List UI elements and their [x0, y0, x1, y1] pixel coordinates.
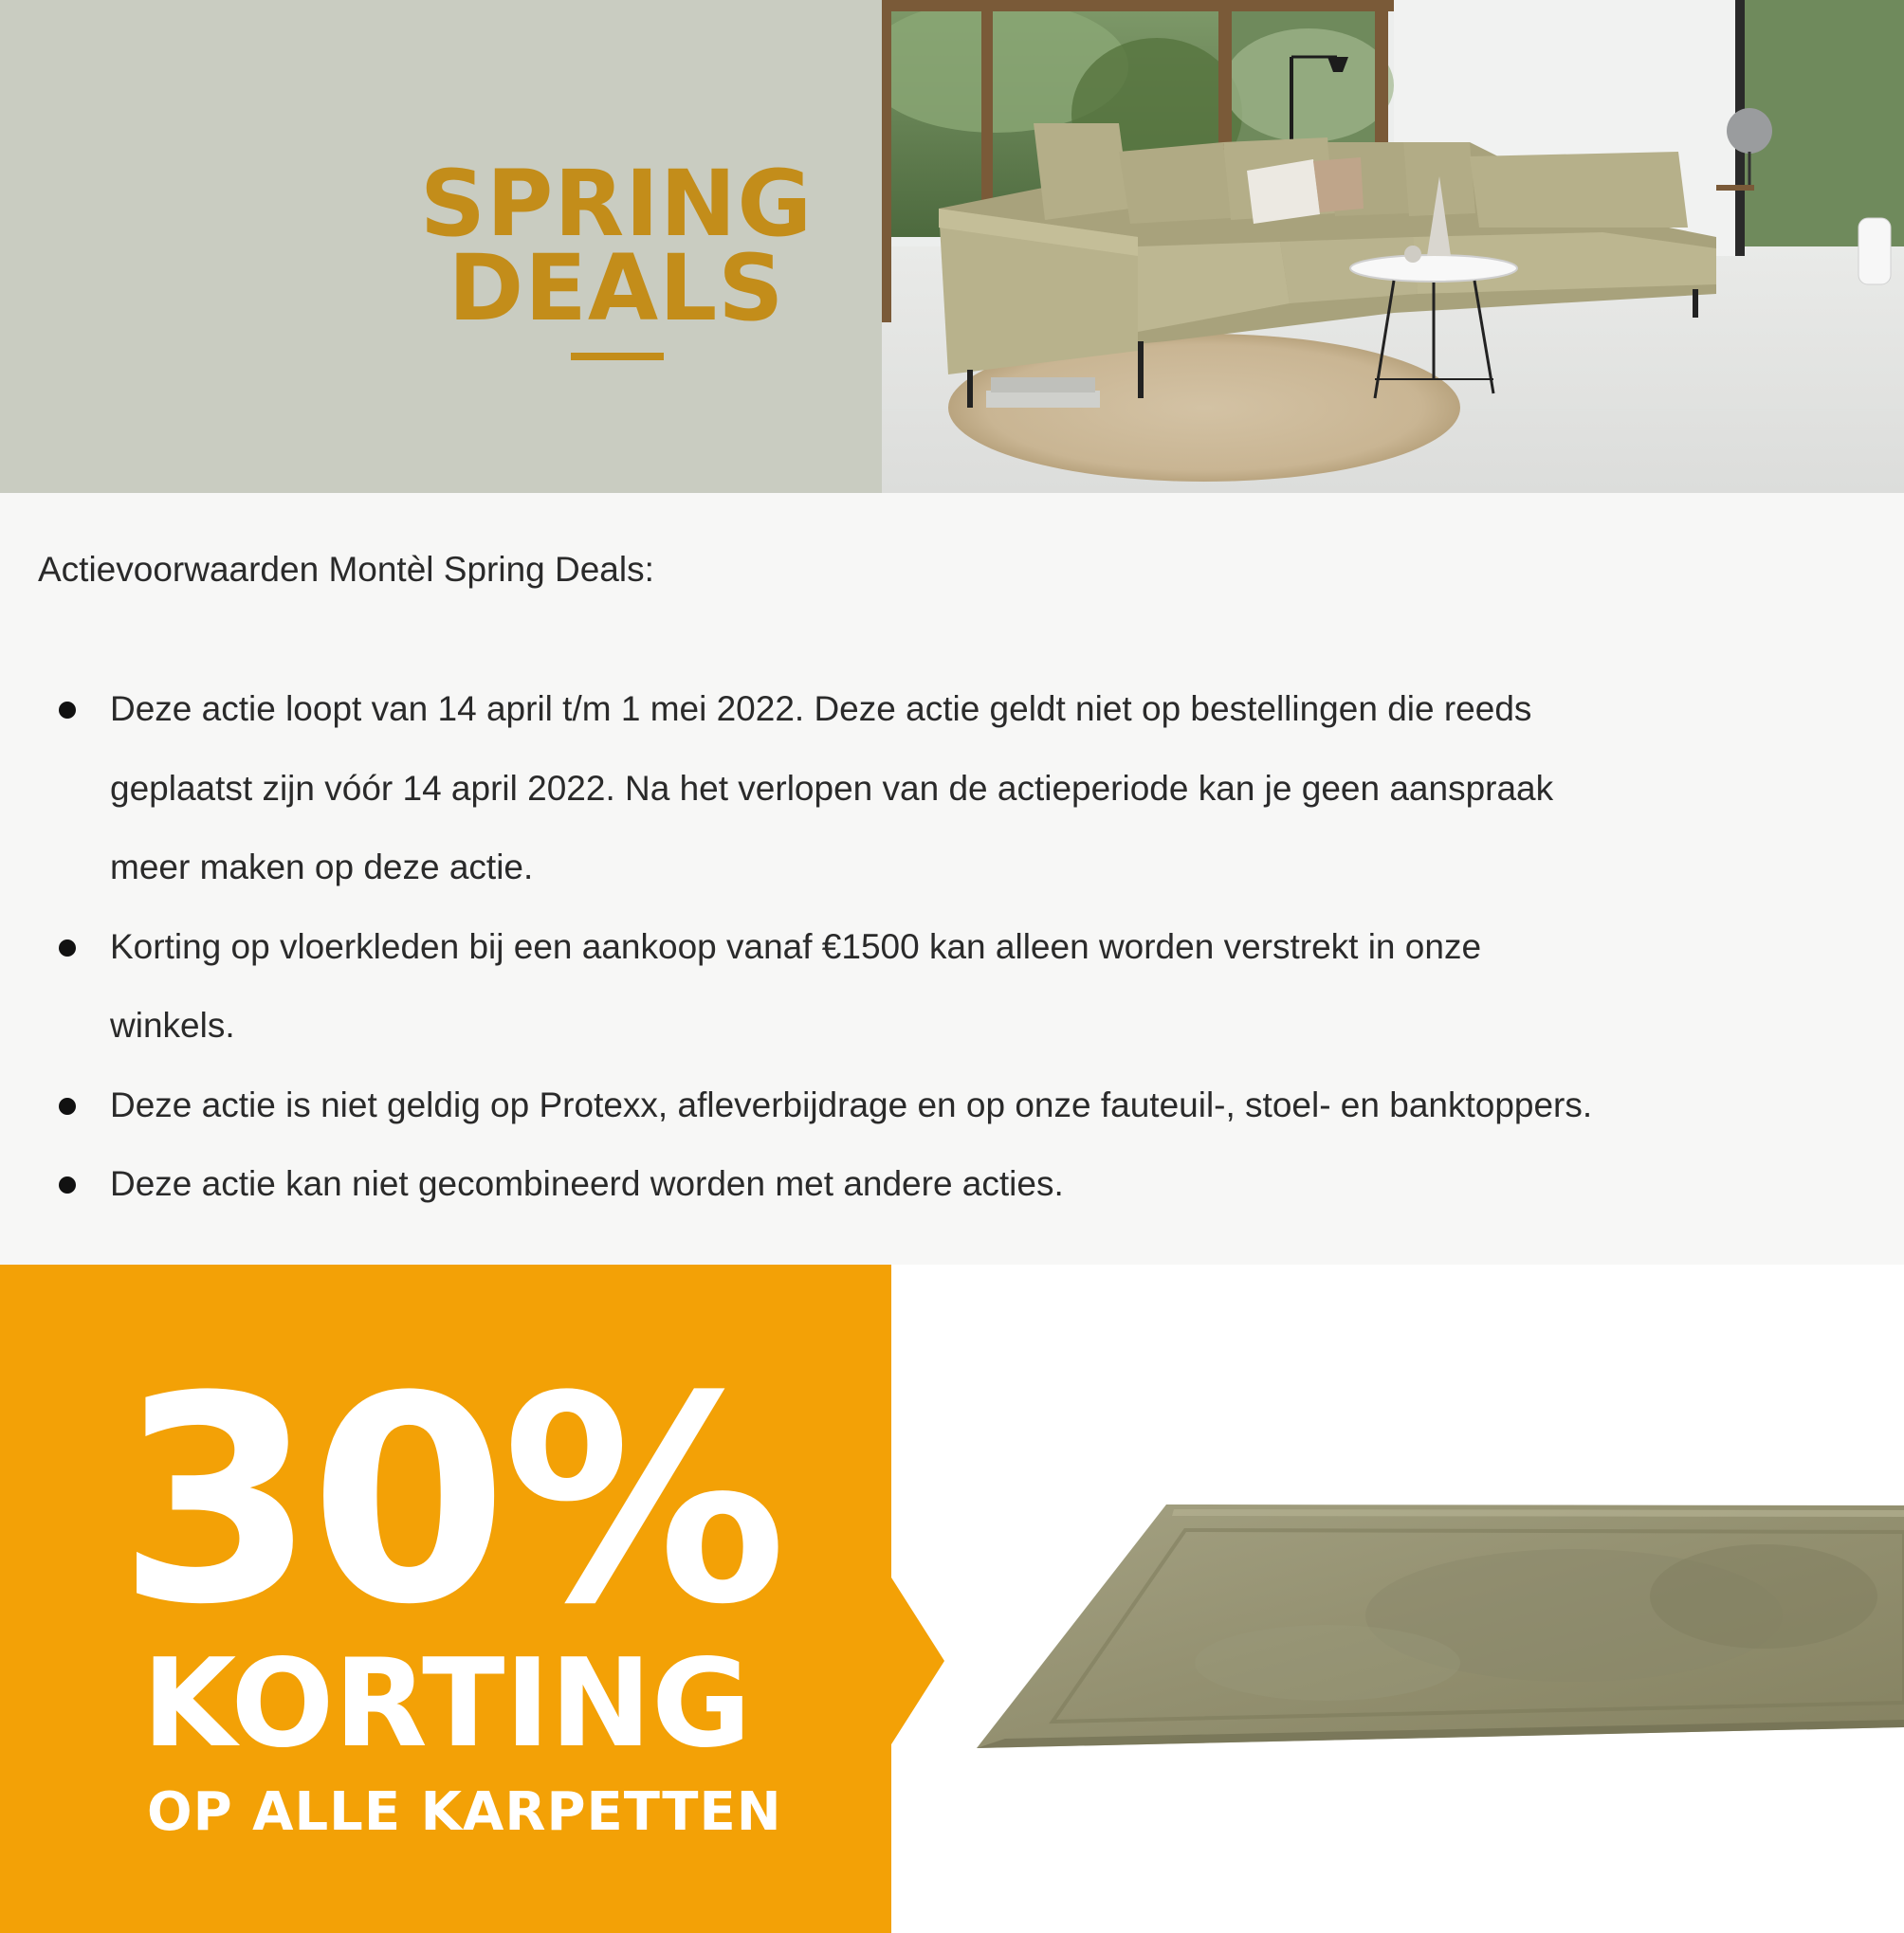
conditions-heading: Actievoorwaarden Montèl Spring Deals:: [38, 550, 654, 589]
bullet-icon: [59, 939, 76, 957]
list-item-line: Korting op vloerkleden bij een aankoop vanaf €1500 kan alleen worden verstrekt in onze: [110, 926, 1482, 966]
list-item: [53, 1144, 1883, 1224]
conditions-section: [0, 493, 1904, 1265]
hero-title-line1: SPRING: [419, 151, 814, 257]
bullet-icon: [59, 1176, 76, 1194]
list-item: [53, 669, 1883, 907]
list-item: [53, 907, 1883, 1066]
promo-subtitle: OP ALLE KARPETTEN: [147, 1781, 782, 1843]
hero-text-panel: [0, 0, 882, 493]
rug-product-photo: [948, 1265, 1904, 1933]
list-item-line: Deze actie is niet geldig op Protexx, afleverbijdrage en op onze fauteuil-, stoel- en banktoppers.: [110, 1085, 1593, 1124]
promo-percentage: 30%: [118, 1336, 782, 1667]
bullet-icon: [59, 1098, 76, 1115]
promo-banner: [0, 1265, 1904, 1933]
promo-korting: KORTING: [142, 1633, 752, 1775]
hero-divider: [571, 353, 664, 360]
list-item-line: meer maken op deze actie.: [110, 848, 534, 886]
list-item-line: geplaatst zijn vóór 14 april 2022. Na het verlopen van de actieperiode kan je geen aanspraak: [110, 768, 1554, 808]
list-item-line: Deze actie loopt van 14 april t/m 1 mei 2022. Deze actie geldt niet op bestellingen die reeds: [110, 689, 1532, 728]
list-item: [53, 1066, 1883, 1145]
list-item-line: winkels.: [110, 1006, 235, 1045]
list-item-line: Deze actie kan niet gecombineerd worden met andere acties.: [110, 1164, 1064, 1203]
hero-title-line2: DEALS: [448, 235, 785, 341]
bullet-icon: [59, 702, 76, 719]
hero-banner: [0, 0, 1904, 493]
conditions-list: [53, 669, 1883, 1224]
living-room-sofa-photo: [882, 0, 1904, 493]
